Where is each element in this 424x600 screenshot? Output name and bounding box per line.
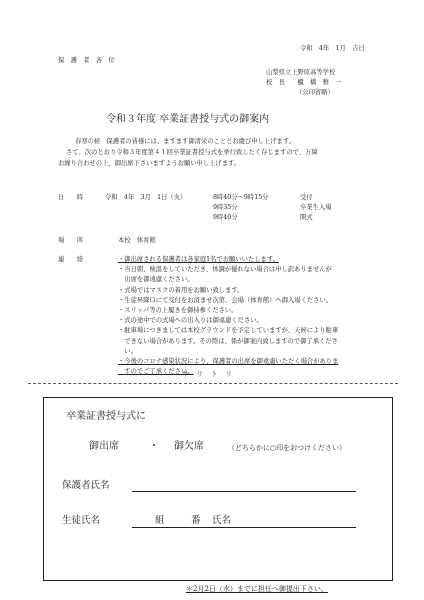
class-label: 組: [155, 515, 165, 526]
date-label: 日 時: [58, 194, 84, 201]
seal-note: （公印省略）: [296, 89, 334, 96]
note-item: ・スリッパ等の上履きを御持参ください。: [118, 307, 238, 315]
place-label: 場 所: [58, 237, 84, 244]
notes-label: 連 絡: [58, 256, 84, 263]
note-item: ・式場ではマスクの着用をお願い致します。: [118, 286, 244, 294]
reply-slip: [43, 397, 393, 581]
cut-label: キ リ ト リ: [182, 371, 234, 378]
schedule-time-1: 8時40分～9時15分: [213, 194, 269, 201]
number-label: 番: [191, 515, 201, 526]
deadline-note: ＊2月2日（水）までに担任へ御提出下さい。: [186, 585, 328, 593]
body-line-1: 春寒の候 保護者の皆様には、ますます御清栄のこととお慶び申し上げます。: [75, 138, 295, 145]
date-value: 令和 4年 3月 1日（火）: [105, 194, 187, 201]
guardian-name-field[interactable]: [132, 491, 356, 492]
note-item: すのでご了承ください。: [118, 368, 194, 376]
note-item: ・当日朝、検温をしていただき、体調が優れない場合は申し訳ありませんが: [118, 266, 332, 274]
slip-heading: 卒業証書授与式に: [66, 411, 146, 422]
principal-name: 校 長 櫃 橋 雅 一: [266, 79, 342, 86]
notes-list: [118, 255, 338, 377]
body-line-3: お繰り合わせの上、御出席下さいますようお願い申し上げます。: [58, 160, 241, 167]
guardian-name-label: 保護者氏名: [62, 480, 110, 491]
cut-line: [28, 383, 398, 384]
document-date: 令和 4年 1月 吉日: [300, 45, 365, 52]
schedule-time-2: 9時35分: [213, 204, 238, 211]
schedule-time-3: 9時40分: [213, 214, 238, 221]
document-title: 令和３年度 卒業証書授与式の御案内: [106, 114, 270, 125]
place-value: 本校 体育館: [118, 237, 156, 244]
note-item: い。: [118, 347, 137, 355]
absent-option[interactable]: 御欠席: [174, 441, 204, 452]
note-item: ・御出席される保護者は各家庭1名でお願いいたします。: [118, 256, 279, 263]
body-line-2: さて、次のとおり令和３年度第４１回卒業証書授与式を挙行致したく存じますので、万障: [66, 149, 318, 156]
school-name: 山梨県立上野原高等学校: [266, 69, 336, 76]
note-item: できない場合があります。その際は、係が御案内致しますので御了承くださ: [118, 337, 338, 345]
recipient-line: 保 護 者 各 位: [58, 57, 115, 64]
student-name-field-label: 氏名: [212, 515, 232, 526]
student-name-label: 生徒氏名: [62, 515, 101, 526]
note-item: ・式の途中での式場への出入りは御遠慮ください。: [118, 317, 263, 325]
schedule-event-3: 開式: [300, 214, 313, 221]
schedule-event-2: 卒業生入場: [300, 204, 332, 211]
separator-dot: ・: [149, 441, 159, 452]
note-item: ・駐車場につきましては本校グラウンドを予定していますが、天候により駐車: [118, 327, 339, 335]
attend-option[interactable]: 御出席: [89, 441, 119, 452]
note-item: 出席を御遠慮ください。: [118, 276, 194, 284]
note-item: ・今後のコロナ感染状況により、保護者の出席を御遠慮いただく場合がありま: [118, 358, 339, 366]
schedule-event-1: 受付: [300, 194, 313, 201]
circle-instruction: （どちらかに○印をおつけください）: [228, 444, 347, 452]
student-name-field[interactable]: [132, 527, 356, 528]
note-item: ・生徒昇降口にて受付をお済ませ次第、会場（体育館）へ御入場ください。: [118, 296, 333, 304]
